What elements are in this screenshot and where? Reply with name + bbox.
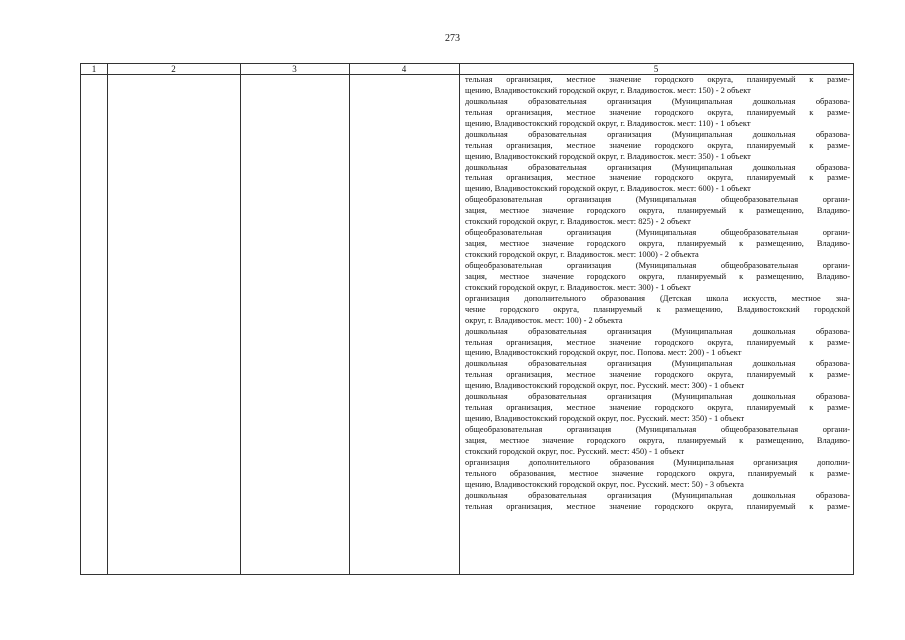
column-divider [459,64,460,574]
column-divider [240,64,241,574]
page-number: 273 [445,33,460,44]
column-5-text [465,75,850,513]
table-text-line: стокский городской округ, пос. Русский. мест: 450) - 1 объект [465,446,685,456]
table-text-line: общеобразовательная организация (Муниципальная общеобразовательная органи- [465,260,850,270]
table-text-line: щению, Владивостокский городской округ, пос. Попова. мест: 200) - 1 объект [465,348,742,358]
table-text-line: щению, Владивостокский городской округ, пос. Русский. мест: 300) - 1 объект [465,381,745,391]
table-text-line: тельного образования, местное значение городского округа, планируемый к разме- [465,468,850,478]
table-text-line: тельная организация, местное значение городского округа, планируемый к разме- [465,173,850,183]
header-col-1: 1 [91,64,97,74]
header-col-4: 4 [401,64,407,74]
table-text-line: щению, Владивостокский городской округ, пос. Русский. мест: 50) - 3 объекта [465,479,744,489]
header-col-2: 2 [171,64,176,74]
table-text-line: тельная организация, местное значение городского округа, планируемый к разме- [465,403,850,413]
table-text-line: щению, Владивостокский городской округ, г. Владивосток. мест: 150) - 2 объект [465,85,751,95]
table-text-line: дошкольная образовательная организация (Муниципальная дошкольная образова- [465,359,850,369]
table-header-row [81,64,853,75]
table-text-line: дошкольная образовательная организация (Муниципальная дошкольная образова- [465,129,850,139]
table-text-line: стокский городской округ, г. Владивосток. мест: 825) - 2 объект [465,217,691,227]
table-text-line: общеобразовательная организация (Муниципальная общеобразовательная органи- [465,228,850,238]
table-text-line: тельная организация, местное значение городского округа, планируемый к разме- [465,140,850,150]
column-divider [349,64,350,574]
table-text-line: общеобразовательная организация (Муниципальная общеобразовательная органи- [465,195,850,205]
table-text-line: организация дополнительного образования (Муниципальная организация дополни- [465,457,850,467]
table-text-line: тельная организация, местное значение городского округа, планируемый к разме- [465,337,850,347]
table-text-line: тельная организация, местное значение городского округа, планируемый к разме- [465,107,850,117]
table-text-line: щению, Владивостокский городской округ, г. Владивосток. мест: 110) - 1 объект [465,118,751,128]
table-text-line: стокский городской округ, г. Владивосток. мест: 1000) - 2 объекта [465,250,699,259]
table-text-line: зация, местное значение городского округа, планируемый к размещению, Владиво- [465,206,850,216]
table-text-line: щению, Владивостокский городской округ, г. Владивосток. мест: 600) - 1 объект [465,184,751,194]
column-divider [107,64,108,574]
table-text-line: щению, Владивостокский городской округ, г. Владивосток. мест: 350) - 1 объект [465,151,751,161]
table-text-line: дошкольная образовательная организация (Муниципальная дошкольная образова- [465,392,850,402]
table-text-line: дошкольная образовательная организация (Муниципальная дошкольная образова- [465,490,850,500]
table-text-line: зация, местное значение городского округа, планируемый к размещению, Владиво- [465,271,850,281]
table-text-line: тельная организация, местное значение городского округа, планируемый к разме- [465,501,850,511]
table-text-line: округ, г. Владивосток. мест: 100) - 2 объекта [465,315,623,325]
table-text-line: дошкольная образовательная организация (Муниципальная дошкольная образова- [465,326,850,336]
table-text-line: чение городского округа, планируемый к размещению, Владивостокский городской [465,304,850,314]
table-text-line: зация, местное значение городского округа, планируемый к размещению, Владиво- [465,435,850,445]
table-text-line: тельная организация, местное значение городского округа, планируемый к разме- [465,75,850,84]
table-text-line: щению, Владивостокский городской округ, пос. Русский. мест: 350) - 1 объект [465,414,745,424]
table-text-line: дошкольная образовательная организация (Муниципальная дошкольная образова- [465,162,850,172]
table-text-line: общеобразовательная организация (Муниципальная общеобразовательная органи- [465,425,850,434]
table-text-line: дошкольная образовательная организация (Муниципальная дошкольная образова- [465,96,850,106]
table-text-line: организация дополнительного образования (Детская школа искусств, местное зна- [465,293,850,303]
header-col-5: 5 [653,64,659,74]
document-table [80,63,854,575]
header-col-3: 3 [292,64,297,74]
table-text-line: тельная организация, местное значение городского округа, планируемый к разме- [465,370,850,380]
table-text-line: зация, местное значение городского округа, планируемый к размещению, Владиво- [465,239,850,249]
table-text-line: стокский городской округ, г. Владивосток. мест: 300) - 1 объект [465,282,691,292]
